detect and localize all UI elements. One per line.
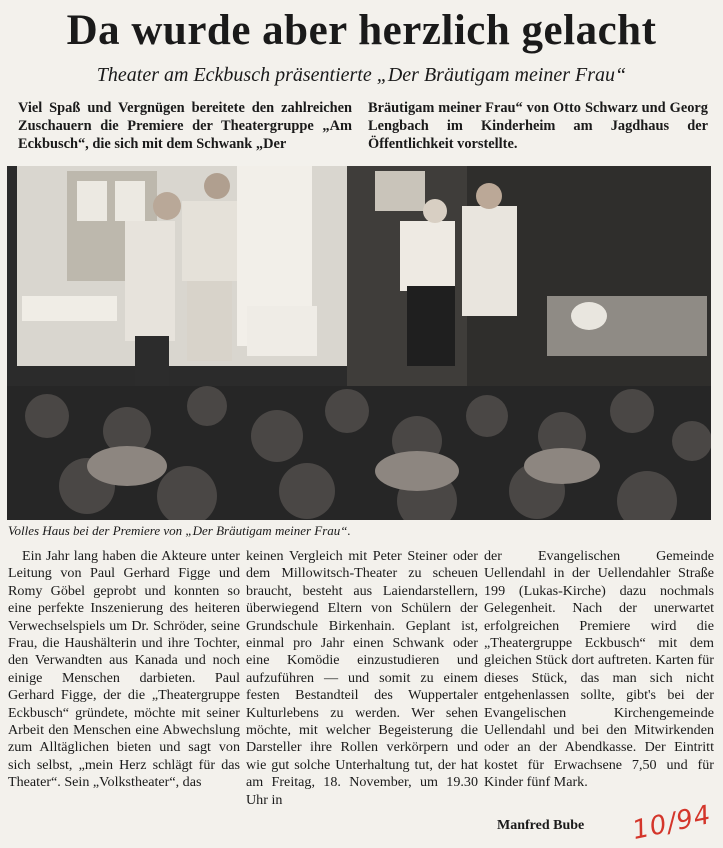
headline: Da wurde aber herzlich gelacht <box>66 7 657 54</box>
theater-stage-illustration <box>7 166 711 520</box>
body-column-2 <box>246 548 478 809</box>
author-byline: Manfred Bube <box>497 818 585 833</box>
body-text: keinen Vergleich mit Peter Steiner oder dem Millowitsch-Theater zu scheuen braucht, besteht aus Laiendarstellern, überwiegend Eltern von Schülern der Grundschule Birkenhain. Geplant ist, einmal pro Jahr einen Schwank oder eine Komödie einzustudieren und aufzuführen — und somit zu einem festen Bestandteil des Wuppertaler Kulturlebens zu werden. Wer sehen möchte, mit welcher Begeisterung die Darsteller ihre Rollen verkörpern und wie gut solche Unterhaltung tut, der hat am Freitag, 18. November, um 19.30 Uhr in <box>246 548 478 808</box>
article-photo <box>7 166 711 520</box>
body-text: der Evangelischen Gemeinde Uellendahl in der Uellendahler Straße 199 (Lukas-Kirche) dazu nochmals Gelegenheit. Nach der unerwartet erfolgreichen Premiere wird die „Theatergruppe Eckbusch“ mit dem gleichen Stück dort auftreten. Karten für dieses Stück, das man sich nicht entgehenlassen sollte, gibt's bei der Evangelischen Kirchengemeinde Uellendahl und bei den Mitwirkenden oder an der Abendkasse. Der Eintritt kostet für Erwachsene 7,50 und für Kinder fünf Mark. <box>484 548 714 791</box>
photo-caption: Volles Haus bei der Premiere von „Der Bräutigam meiner Frau“. <box>8 523 351 538</box>
lead-paragraph-left: Viel Spaß und Vergnügen bereitete den zahlreichen Zuschauern die Premiere der Theatergruppe „Am Eckbusch“, die sich mit dem Schwank „Der <box>18 100 352 152</box>
lead-paragraph-right: Bräutigam meiner Frau“ von Otto Schwarz und Georg Lengbach im Kinderheim am Jagdhaus der Öffentlichkeit vorstellte. <box>368 100 708 152</box>
body-column-3 <box>484 548 714 792</box>
body-column-1 <box>8 548 240 792</box>
body-text: Ein Jahr lang haben die Akteure unter Leitung von Paul Gerhard Figge und Romy Göbel geprobt und konnten so eine perfekte Inszenierung des heiteren Verwechselspiels um Dr. Schröder, seine Frau, die Haushälterin und ihre Tochter, den Verwandten aus Kanada und noch einige Menschen darbieten. Paul Gerhard Figge, der die „Theatergruppe Eckbusch“ gründete, möchte mit seiner Arbeit den Menschen eine Abwechslung zum Alltäglichen bieten und sagt von sich selbst, „mein Herz schlägt für das Theater“. Sein „Volkstheater“, das <box>8 548 240 791</box>
handwritten-date-note: 10/94 <box>629 800 715 846</box>
subheadline: Theater am Eckbusch präsentierte „Der Bräutigam meiner Frau“ <box>96 64 627 86</box>
